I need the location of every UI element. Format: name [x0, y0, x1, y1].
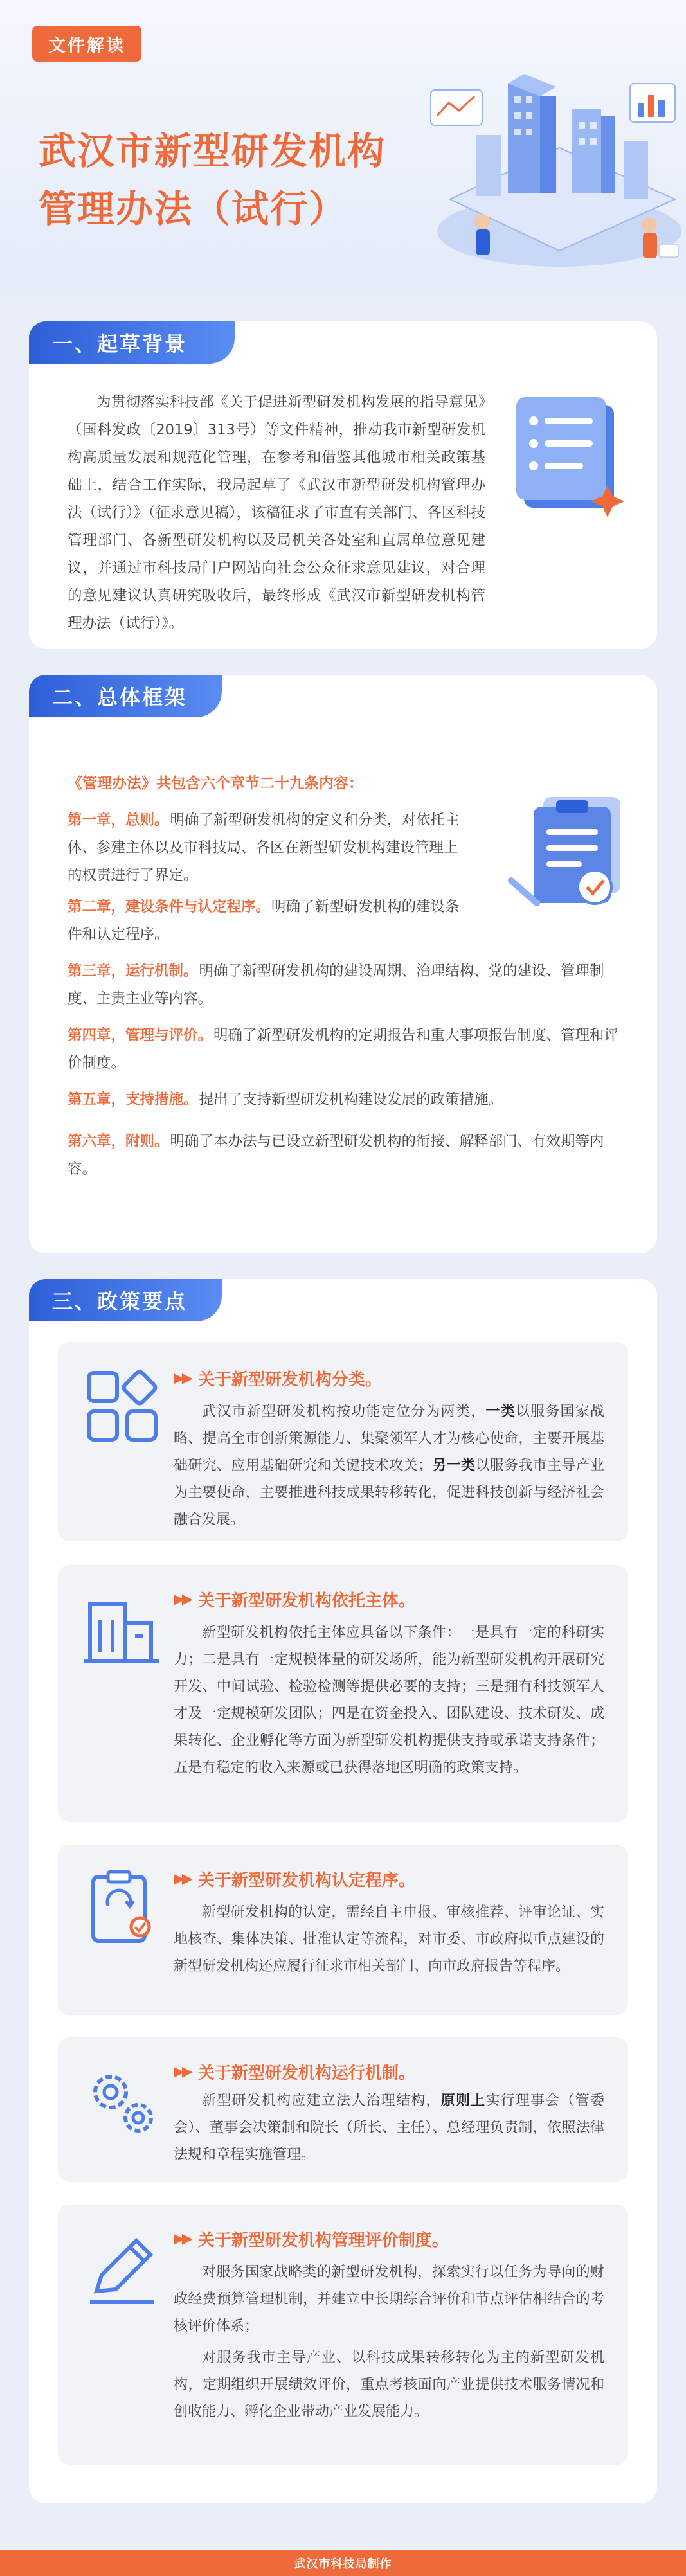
body-text: 实行理事会（管委会）、董事会决策制和院长（所长、主任）、总经理负责制，依照法律法规和章程实施管理。: [174, 2093, 604, 2163]
policy-point-card: [58, 2205, 628, 2465]
chapter-text: 明确了新型研发机构的建设条件和认定程序。: [68, 899, 460, 943]
body-text: 武汉市新型研发机构按功能定位分为两类，: [202, 1404, 486, 1420]
footer-credit: 武汉市科技局制作: [0, 2550, 686, 2576]
policy-point-body: 新型研发机构的认定，需经自主申报、审核推荐、评审论证、实地核查、集体决策、批准认定等流程，对市委、市政府拟重点建设的新型研发机构还应履行征求市相关部门、向市政府报告等程序。: [174, 1904, 604, 1974]
chapter-item: [68, 1128, 620, 1183]
policy-point-card: [58, 2037, 628, 2182]
chapter-text: 提出了支持新型研发机构建设发展的政策措施。: [199, 1091, 503, 1108]
background-paragraph: 为贯彻落实科技部《关于促进新型研发机构发展的指导意见》（国科发政〔2019〕313号）等文件精神，推动我市新型研发机构高质量发展和规范化管理，在参考和借鉴其他城市相关政策基础上，结合工作实际，我局起草了《武汉市新型研发机构管理办法（试行）》（征求意见稿），该稿征求了市直有关部门、各区科技管理部门、各新型研发机构以及局机关各处室和直属单位意见建议，并通过市科技局门户网站向社会公众征求意见建议，对合理的意见建议认真研究吸收后，最终形成《武汉市新型研发机构管理办法（试行）》。: [68, 394, 485, 632]
policy-point-title-text: 关于新型研发机构运行机制。: [197, 2064, 415, 2083]
body-bold-text: 原则上: [440, 2093, 486, 2109]
page-title-line1: 武汉市新型研发机构: [39, 129, 386, 173]
chapter-label: 第一章，总则。: [68, 812, 169, 828]
chapter-label: 第二章，建设条件与认定程序。: [68, 899, 271, 915]
policy-point-body: 新型研发机构依托主体应具备以下条件：一是具有一定的科研实力；二是具有一定规模体量的研发场所，能为新型研发机构开展研究开发、中间试验、检验检测等提供必要的支持；三是拥有科技领军人才及一定规模研发团队；四是在资金投入、团队建设、技术研发、成果转化、企业孵化等方面为新型研发机构提供支持或承诺支持条件；五是有稳定的收入来源或已获得落地区明确的政策支持。: [174, 1625, 604, 1776]
edit-pen-icon: [84, 2230, 161, 2307]
double-arrow-icon: ▶▶: [174, 2064, 190, 2080]
hero-banner: [0, 0, 686, 296]
policy-point-title: [174, 2227, 449, 2251]
chapter-text: 明确了本办法与已设立新型研发机构的衔接、解释部门、有效期等内容。: [68, 1133, 604, 1177]
double-arrow-icon: ▶▶: [174, 1591, 190, 1607]
policy-point-body: 对服务我市主导产业、以科技成果转移转化为主的新型研发机构，定期组织开展绩效评价，重点考核面向产业提供技术服务情况和创收能力、孵化企业带动产业发展能力。: [174, 2350, 604, 2420]
policy-point-title-text: 关于新型研发机构依托主体。: [197, 1591, 415, 1611]
body-text: 以服务我市主导产业为主要使命，主要推进科技成果转移转化，促进科技创新与经济社会融合发展。: [174, 1458, 604, 1528]
gears-icon: [84, 2063, 161, 2140]
policy-point-title-text: 关于新型研发机构管理评价制度。: [197, 2231, 449, 2250]
policy-point-title: [174, 1588, 415, 1611]
chapter-label: 第三章，运行机制。: [68, 963, 198, 979]
clipboard-icon: [505, 791, 633, 926]
policy-point-card: [58, 1565, 628, 1822]
policy-point-card: [58, 1845, 628, 2015]
chapter-label: 第六章，附则。: [68, 1133, 169, 1150]
certification-icon: [84, 1870, 161, 1947]
chapter-item: [68, 1086, 620, 1114]
policy-point-title-text: 关于新型研发机构分类。: [197, 1370, 382, 1390]
building-icon: [84, 1591, 161, 1668]
policy-point-title: [174, 1366, 382, 1390]
chapter-text: 明确了新型研发机构的建设周期、治理结构、党的建设、管理制度、主责主业等内容。: [68, 963, 604, 1007]
section-heading: [29, 1279, 222, 1321]
document-checklist-icon: [498, 392, 633, 521]
policy-point-card: [58, 1342, 628, 1541]
double-arrow-icon: ▶▶: [174, 2231, 190, 2247]
chapter-item: [68, 958, 620, 1013]
policy-point-body: 对服务国家战略类的新型研发机构，探索实行以任务为导向的财政经费预算管理机制，并建立中长期综合评价和节点评估相结合的考核评价体系；: [174, 2264, 604, 2334]
section-heading-text: 一、起草背景: [52, 332, 188, 356]
document-tag: 文件解读: [32, 26, 141, 62]
chapter-item: [68, 893, 466, 949]
section-heading-text: 二、总体框架: [52, 685, 188, 710]
body-bold-text: 一类: [485, 1404, 516, 1420]
body-text: 以服务国家战略、提高全市创新策源能力、集聚领军人才为核心使命，主要开展基础研究、应用基础研究和关键技术攻关；: [174, 1404, 604, 1474]
policy-point-title-text: 关于新型研发机构认定程序。: [197, 1871, 415, 1890]
category-grid-icon: [84, 1368, 161, 1445]
body-text: 新型研发机构应建立法人治理结构，: [202, 2093, 441, 2109]
chapter-label: 第五章，支持措施。: [68, 1091, 198, 1108]
policy-point-body: [174, 2088, 604, 2169]
section-background: [29, 675, 657, 1253]
section-heading: [29, 321, 235, 364]
section-background: [29, 321, 657, 649]
chapter-text: 明确了新型研发机构的定期报告和重大事项报告制度、管理和评价制度。: [68, 1027, 619, 1071]
page-title-line2: 管理办法（试行）: [39, 187, 348, 231]
section-heading: [29, 675, 222, 717]
double-arrow-icon: ▶▶: [174, 1871, 190, 1887]
chapter-text: 明确了新型研发机构的定义和分类，对依托主体、参建主体以及市科技局、各区在新型研发机构建设管理上的权责进行了界定。: [68, 812, 460, 884]
chapter-label: 第四章，管理与评价。: [68, 1027, 213, 1044]
policy-point-title: [174, 2060, 415, 2084]
framework-intro: 《管理办法》共包含六个章节二十九条内容：: [68, 775, 363, 792]
chapter-item: [68, 807, 466, 890]
city-illustration-icon: [411, 39, 686, 283]
section-background: [29, 1279, 657, 2503]
policy-point-body: [174, 1399, 604, 1534]
body-bold-text: 另一类: [431, 1458, 476, 1474]
double-arrow-icon: ▶▶: [174, 1370, 190, 1386]
policy-point-title: [174, 1867, 415, 1891]
chapter-item: [68, 1022, 620, 1077]
section-heading-text: 三、政策要点: [52, 1289, 188, 1314]
